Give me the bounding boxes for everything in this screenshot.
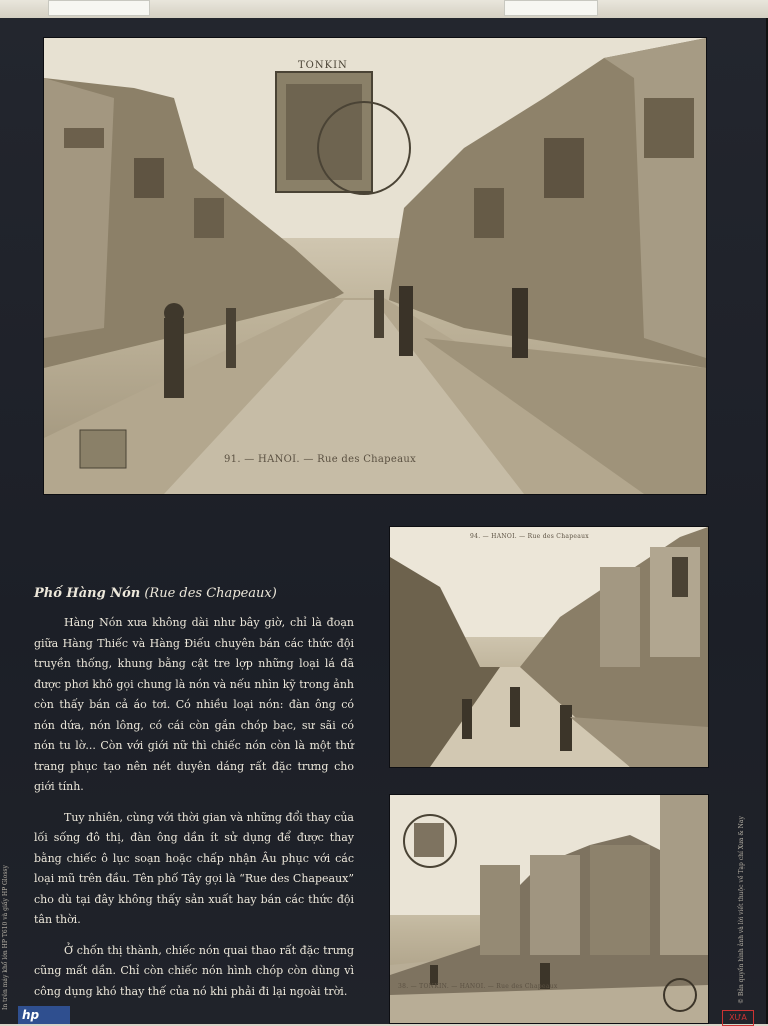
bottom-right-photo-caption: 38. — TONKIN. — HANOI. — Rue des Chapeaux xyxy=(398,983,558,990)
bottom-right-street-photo xyxy=(390,795,708,1023)
street-scene-illustration xyxy=(44,38,706,494)
top-right-photo-caption: 94. — HANOI. — Rue des Chapeaux xyxy=(470,533,589,540)
ceiling-light-right xyxy=(504,0,598,16)
article-paragraph-2: Tuy nhiên, cùng với thời gian và những đổi thay của lối sống đô thị, đàn ông dần ít sử dụng để được thay bằng chiếc ô lục soạn hoặc chấp nhận Âu phục với các loại mũ trên đầu. Tên phố Tây gọi là “Rue des Chapeaux” cho dù tại đây không thấy sản xuất hay bán các thức đội tân thời. xyxy=(34,810,354,926)
main-street-photo xyxy=(44,38,706,494)
hp-logo: hp xyxy=(18,1006,70,1024)
right-copyright-credit: © Bản quyền hình ảnh và lời viết thuộc về Tạp chí Xưa & Nay xyxy=(738,816,745,1004)
main-photo-caption: 91. — HANOI. — Rue des Chapeaux xyxy=(224,454,417,465)
top-right-street-photo xyxy=(390,527,708,767)
stamp-label: TONKIN xyxy=(298,60,348,71)
article-text xyxy=(34,586,354,1012)
article-paragraph-1: Hàng Nón xưa không dài như bây giờ, chỉ là đoạn giữa Hàng Thiếc và Hàng Điếu chuyên bán các thức đội truyền thống, khung bằng cật tre lợp những loại lá đã được phơi khô gọi chung là nón và nếu nhìn kỹ trong ảnh còn thấy bán cả áo tơi. Có nhiều loại nón: đàn ông có nón dứa, nón lông, có cái còn gắn chóp bạc, sư sãi có nón tu lờ... Còn với giới nữ thì chiếc nón còn là một thứ trang phục tạo nên nét duyên dáng rất đặc trưng cho giới tính. xyxy=(34,616,354,793)
article-title-main: Phố Hàng Nón xyxy=(34,586,141,601)
left-print-credit: In trên máy khổ lớn HP T610 và giấy HP Glossy xyxy=(2,865,9,1010)
top-right-scene-illustration xyxy=(390,527,708,767)
article-title-sub: (Rue des Chapeaux) xyxy=(140,586,277,601)
ceiling-light-left xyxy=(48,0,150,16)
xua-logo: XƯA xyxy=(722,1010,754,1026)
article-title xyxy=(34,586,354,601)
article-paragraph-3: Ở chốn thị thành, chiếc nón quai thao rất đặc trưng cũng mất dần. Chỉ còn chiếc nón hình chóp còn dùng vì công dụng khó thay thế của nó khi phải đi lại ngoài trời. xyxy=(34,943,354,998)
